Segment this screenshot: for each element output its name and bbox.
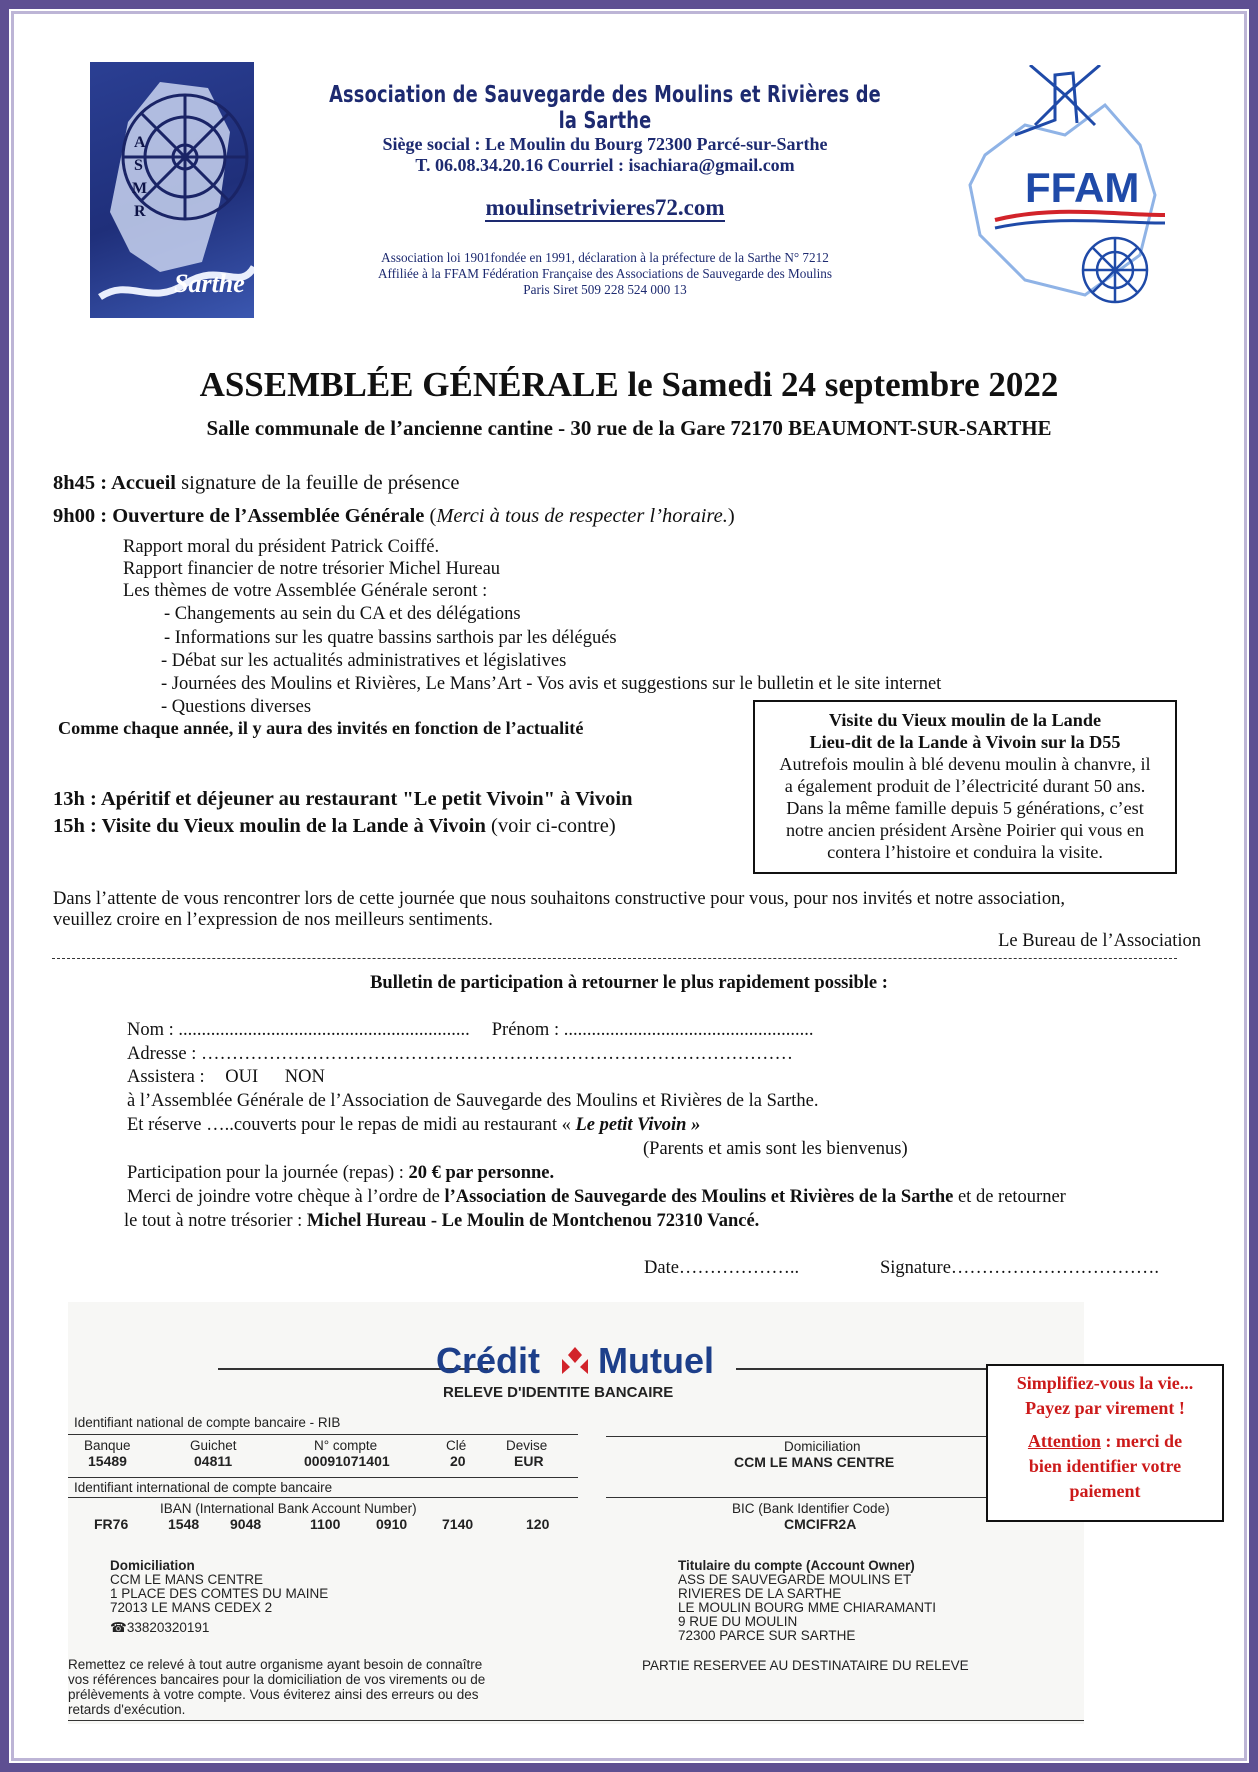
iban-part: 7140 <box>442 1516 474 1532</box>
closing-line-2: veuillez croire en l’expression de nos meilleurs sentiments. <box>53 909 493 930</box>
rib-notice-line: vos références bancaires pour la domiciliation de vos virements ou de <box>68 1672 486 1687</box>
iban-part: 1100 <box>310 1516 341 1532</box>
rib-compte: 00091071401 <box>304 1453 390 1469</box>
ffam-logo <box>955 65 1185 305</box>
bank-name-right: Mutuel <box>598 1340 714 1381</box>
restaurant-name: Le petit Vivoin » <box>575 1115 701 1135</box>
rib-devise: EUR <box>514 1453 544 1469</box>
closing-line-1: Dans l’attente de vous rencontrer lors de cette journée que nous souhaitons constructive pour vous, pour nos invités et notre association, <box>53 888 1066 909</box>
bank-phone-number: 33820320191 <box>126 1620 210 1635</box>
rapport-financier: Rapport financier de notre trésorier Michel Hureau <box>123 559 501 579</box>
rib-rule <box>68 1434 578 1435</box>
siege-social: Siège social : Le Moulin du Bourg 72300 Parcé-sur-Sarthe <box>382 134 828 154</box>
association-name: Association de Sauvegarde des Moulins et Rivières de la Sarthe <box>329 82 881 134</box>
tresorier-line <box>124 1211 759 1232</box>
tresorier-text: le tout à notre trésorier : <box>124 1211 307 1231</box>
rib-rule <box>68 1477 578 1478</box>
asmr-letter-r: R <box>134 203 146 220</box>
legal-line-3: Paris Siret 509 228 524 000 13 <box>523 282 687 297</box>
rib-rule <box>68 1497 578 1498</box>
rib-domiciliation-value: CCM LE MANS CENTRE <box>734 1454 895 1470</box>
reserve-text: Et réserve …..couverts pour le repas de midi au restaurant « <box>127 1115 576 1135</box>
promo-line-3-rest: : merci de <box>1100 1431 1183 1451</box>
rib-intl-label: Identifiant international de compte bancaire <box>74 1480 333 1495</box>
program-line-ouverture <box>53 505 735 528</box>
dom-line: 72013 LE MANS CEDEX 2 <box>110 1600 273 1615</box>
phone-icon: ☎ <box>110 1620 127 1635</box>
dom-line: 1 PLACE DES COMTES DU MAINE <box>110 1586 329 1601</box>
rib-col-label: Guichet <box>190 1438 237 1453</box>
legal-line-2: Affiliée à la FFAM Fédération Française des Associations de Sauvegarde des Moulins <box>377 266 833 281</box>
signature-field[interactable]: Signature……………………………. <box>880 1258 1160 1278</box>
rib-col-label: Devise <box>506 1438 548 1453</box>
asmr-letter-m: M <box>132 180 148 197</box>
parents-note: (Parents et amis sont les bienvenus) <box>643 1139 908 1159</box>
visite-ref: (voir ci-contre) <box>485 815 616 837</box>
oui-option[interactable]: OUI <box>225 1067 259 1087</box>
rib-rule <box>68 1720 1084 1721</box>
theme-item: - Débat sur les actualités administratives et législatives <box>161 651 567 671</box>
iban-label: IBAN (International Bank Account Number) <box>160 1501 417 1516</box>
nom-field[interactable]: ............................................................... <box>178 1020 470 1040</box>
legal-line-1: Association loi 1901fondée en 1991, déclaration à la préfecture de la Sarthe N° 7212 <box>381 250 829 265</box>
participation-label: Participation pour la journée (repas) : <box>127 1163 409 1183</box>
rib-rule <box>606 1436 1021 1437</box>
accueil-label: Accueil <box>111 472 177 494</box>
theme-item: - Questions diverses <box>161 697 312 717</box>
ouverture-paren-open: ( <box>424 505 437 527</box>
rib-col-label: Clé <box>446 1438 467 1453</box>
dom-title: Domiciliation <box>110 1558 195 1573</box>
rib-heading: RELEVE D'IDENTITE BANCAIRE <box>443 1384 674 1401</box>
program-line-accueil <box>53 472 459 495</box>
tresorier-address: Michel Hureau - Le Moulin de Montchenou 72310 Vancé. <box>306 1211 760 1231</box>
event-venue: Salle communale de l’ancienne cantine - 30 rue de la Gare 72170 BEAUMONT-SUR-SARTHE <box>206 416 1052 440</box>
cheque-line <box>127 1187 1066 1208</box>
date-field[interactable]: Date……………….. <box>644 1258 800 1278</box>
ffam-logo-text: FFAM <box>1025 164 1140 211</box>
asmr-logo-graphic <box>90 62 254 318</box>
assistera-row <box>127 1067 325 1088</box>
asmr-logo-word: Sarthe <box>174 269 245 298</box>
participation-line <box>127 1163 554 1184</box>
holder-line: ASS DE SAUVEGARDE MOULINS ET <box>678 1572 912 1587</box>
visit-box-line: Autrefois moulin à blé devenu moulin à chanvre, il <box>779 754 1151 774</box>
website-link[interactable] <box>270 195 940 221</box>
themes-intro: Les thèmes de votre Assemblée Générale seront : <box>123 581 488 601</box>
rib-rule <box>606 1497 1021 1498</box>
participation-price: 20 € par personne. <box>408 1163 555 1183</box>
rib-col-label: N° compte <box>314 1438 378 1453</box>
prenom-label: Prénom : <box>491 1020 564 1040</box>
promo-line-3 <box>988 1429 1222 1454</box>
ag-line: à l’Assemblée Générale de l’Association de Sauvegarde des Moulins et Rivières de la Sarthe. <box>127 1091 819 1111</box>
rib-notice-line: prélèvements à votre compte. Vous éviterez ainsi des erreurs ou des <box>68 1687 479 1702</box>
rib-guichet: 04811 <box>194 1453 233 1469</box>
adresse-label: Adresse : <box>127 1044 201 1064</box>
iban-part: FR76 <box>94 1516 129 1532</box>
prenom-field[interactable]: ...................................................... <box>563 1020 814 1040</box>
website-link-text[interactable]: moulinsetrivieres72.com <box>485 195 725 220</box>
holder-line: RIVIERES DE LA SARTHE <box>678 1586 842 1601</box>
visit-box-line: a également produit de l’électricité durant 50 ans. <box>784 776 1146 796</box>
visit-box-line: Dans la même famille depuis 5 générations, c’est <box>786 798 1144 818</box>
ffam-logo-graphic <box>955 65 1185 305</box>
promo-line-2: Payez par virement ! <box>1025 1398 1185 1418</box>
visit-box-line: notre ancien président Arsène Poirier qui vous en <box>785 820 1145 840</box>
event-title: ASSEMBLÉE GÉNÉRALE le Samedi 24 septembre 2022 <box>199 365 1059 404</box>
adresse-field[interactable]: …………………………………………………………………………………… <box>200 1044 793 1064</box>
cheque-end: et de retourner <box>953 1187 1066 1207</box>
bulletin-title: Bulletin de participation à retourner le plus rapidement possible : <box>370 973 888 993</box>
promo-line-4: bien identifier votre <box>1028 1456 1182 1476</box>
rib-reserved-note: PARTIE RESERVEE AU DESTINATAIRE DU RELEVE <box>642 1658 969 1673</box>
rib-document <box>68 1302 1084 1724</box>
nom-label: Nom : <box>127 1020 179 1040</box>
rib-notice-line: Remettez ce relevé à tout autre organisme ayant besoin de connaître <box>68 1657 483 1672</box>
non-option[interactable]: NON <box>284 1067 325 1087</box>
rib-national-label: Identifiant national de compte bancaire - RIB <box>74 1415 341 1430</box>
promo-line-5: paiement <box>1069 1481 1141 1501</box>
asmr-logo <box>90 62 254 318</box>
holder-line: LE MOULIN BOURG MME CHIARAMANTI <box>678 1600 937 1615</box>
bic-value: CMCIFR2A <box>784 1516 857 1532</box>
theme-item: - Informations sur les quatre bassins sarthois par les délégués <box>164 628 617 648</box>
promo-attention: Attention <box>1027 1431 1101 1451</box>
cheque-payee: l’Association de Sauvegarde des Moulins et Rivières de la Sarthe <box>444 1187 954 1207</box>
promo-line-1: Simplifiez-vous la vie... <box>1016 1373 1194 1393</box>
asmr-letter-s: S <box>134 157 143 174</box>
bic-label: BIC (Bank Identifier Code) <box>732 1501 890 1516</box>
accueil-time: 8h45 : <box>53 472 112 494</box>
ouverture-paren-close: ) <box>727 505 735 527</box>
iban-part: 0910 <box>376 1516 408 1532</box>
reserve-line <box>127 1115 700 1136</box>
ouverture-label: 9h00 : Ouverture de l’Assemblée Générale <box>53 505 425 527</box>
rib-cle: 20 <box>450 1453 466 1469</box>
rib-domiciliation-label: Domiciliation <box>784 1439 861 1454</box>
bank-phone <box>110 1620 209 1636</box>
visit-box-title: Visite du Vieux moulin de la Lande <box>828 710 1102 730</box>
visit-box-place: Lieu-dit de la Lande à Vivoin sur la D55 <box>809 732 1121 752</box>
theme-item: - Changements au sein du CA et des délégations <box>164 604 521 624</box>
holder-line: 9 RUE DU MOULIN <box>678 1614 798 1629</box>
iban-part: 1548 <box>168 1516 200 1532</box>
nom-field-row <box>127 1020 813 1041</box>
program-line-visite <box>53 815 616 838</box>
cheque-text: Merci de joindre votre chèque à l’ordre de <box>127 1187 445 1207</box>
visite-label: 15h : Visite du Vieux moulin de la Lande à Vivoin <box>53 815 486 837</box>
dom-line: CCM LE MANS CENTRE <box>110 1572 264 1587</box>
accueil-detail: signature de la feuille de présence <box>176 472 460 494</box>
asmr-letter-a: A <box>134 134 146 151</box>
holder-title: Titulaire du compte (Account Owner) <box>678 1558 915 1573</box>
visit-box-line: contera l’histoire et conduira la visite. <box>827 842 1103 862</box>
cut-line-divider <box>52 958 1177 959</box>
theme-item: - Journées des Moulins et Rivières, Le Mans’Art - Vos avis et suggestions sur le bulletin et le site internet <box>161 674 942 694</box>
rib-col-label: Banque <box>84 1438 131 1453</box>
adresse-field-row <box>127 1044 793 1065</box>
iban-part: 120 <box>526 1516 550 1532</box>
transfer-promo-box <box>986 1364 1224 1522</box>
visit-info-box <box>753 700 1177 874</box>
guests-note: Comme chaque année, il y aura des invités en fonction de l’actualité <box>58 718 584 738</box>
closing-signoff: Le Bureau de l’Association <box>998 931 1201 951</box>
contact-line: T. 06.08.34.20.16 Courriel : isachiara@gmail.com <box>415 155 795 175</box>
bank-logo-icon <box>558 1345 592 1380</box>
program-line-dejeuner: 13h : Apéritif et déjeuner au restaurant "Le petit Vivoin" à Vivoin <box>53 788 633 810</box>
rib-banque: 15489 <box>88 1453 127 1469</box>
rib-notice-line: retards d'exécution. <box>68 1702 186 1717</box>
assistera-label: Assistera : <box>127 1067 205 1087</box>
bank-name-left: Crédit <box>436 1340 541 1381</box>
holder-line: 72300 PARCE SUR SARTHE <box>678 1628 856 1643</box>
ouverture-note: Merci à tous de respecter l’horaire. <box>436 505 728 527</box>
iban-part: 9048 <box>230 1516 262 1532</box>
rapport-moral: Rapport moral du président Patrick Coiffé. <box>123 537 440 557</box>
